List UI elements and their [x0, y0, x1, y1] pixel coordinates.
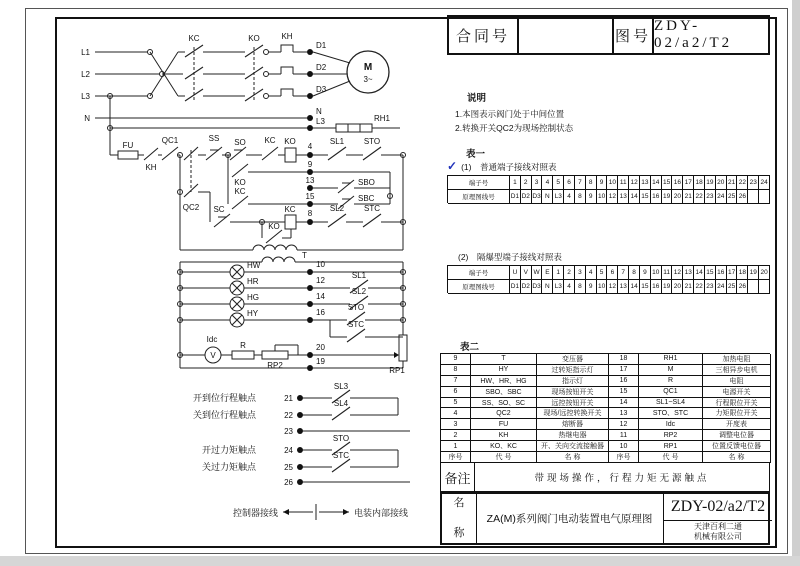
terminal-cell: 9 [640, 266, 651, 280]
component-cell: 过转矩指示灯 [537, 365, 609, 376]
name-label-char1: 名 [453, 497, 465, 510]
table2-title: 表二 [460, 342, 480, 353]
component-cell: 力矩限位开关 [703, 408, 771, 419]
terminal-cell: 22 [737, 176, 748, 190]
terminal-cell: 11 [618, 176, 629, 190]
remarks-label: 备注 [441, 463, 475, 491]
terminal-cell: 1 [510, 176, 521, 190]
coil-KC [285, 215, 296, 229]
component-cell: KO、KC [471, 441, 537, 452]
schematic-label: SC [213, 205, 225, 214]
schematic-label: L2 [81, 70, 90, 79]
schematic-label: 关到位行程触点 [192, 410, 256, 420]
terminal-cell: 14 [651, 176, 662, 190]
company-line2: 机械有限公司 [694, 532, 742, 541]
schematic-label: 14 [316, 292, 325, 301]
component-cell: 序号 [609, 452, 639, 463]
terminal-cell: 8 [629, 266, 640, 280]
component-cell: QC2 [471, 408, 537, 419]
schematic-label: 关过力矩触点 [201, 462, 256, 472]
title-figno: ZDY-02/a2/T2 [664, 494, 772, 521]
terminal-cell: 15 [662, 176, 673, 190]
component-cell: 6 [441, 387, 471, 398]
schematic-label: D3 [316, 85, 327, 94]
component-table [440, 353, 770, 462]
component-cell: RP1 [639, 441, 703, 452]
component-cell: 名 称 [537, 452, 609, 463]
name-label-cell [442, 494, 477, 543]
note-item: 2.转换开关QC2为现场控制状态 [455, 123, 574, 133]
component-cell: 8 [441, 365, 471, 376]
component-cell: HW、HR、HG [471, 376, 537, 387]
contract-label-cell [449, 17, 519, 53]
terminal-cell: 12 [607, 280, 618, 294]
terminal-cell: 24 [716, 190, 727, 204]
terminal-cell: L3 [553, 280, 564, 294]
schematic-label: 16 [316, 308, 325, 317]
name-label-char2: 称 [453, 526, 465, 539]
schematic-label: KO [234, 178, 246, 187]
schematic-label: KH [145, 163, 157, 172]
terminal-cell: 9 [597, 176, 608, 190]
component-cell: 开、关向交流接触器 [537, 441, 609, 452]
terminal-cell: 13 [640, 176, 651, 190]
ordinary-terminal-table [447, 175, 770, 203]
schematic-label: L3 [81, 92, 90, 101]
component-cell: RP2 [639, 430, 703, 441]
terminal-cell: 15 [640, 280, 651, 294]
component-cell: 三相异步电机 [703, 365, 771, 376]
table1-sub1 [447, 159, 556, 173]
terminal-cell: 10 [597, 190, 608, 204]
terminal-cell: 12 [607, 190, 618, 204]
schematic-label: 19 [316, 357, 325, 366]
terminal-cell: W [532, 266, 543, 280]
terminal-cell: 5 [553, 176, 564, 190]
component-cell: Idc [639, 419, 703, 430]
terminal-cell: 9 [586, 190, 597, 204]
schematic-label: 25 [284, 463, 293, 472]
terminal-cell: 18 [694, 176, 705, 190]
schematic-label: SL4 [333, 399, 349, 408]
terminal-cell: 17 [727, 266, 738, 280]
component-cell: 1 [441, 441, 471, 452]
component-cell: 14 [609, 398, 639, 409]
component-cell: 18 [609, 354, 639, 365]
terminal-cell: U [510, 266, 521, 280]
schematic-label: RP2 [267, 361, 283, 370]
terminal-cell: 14 [629, 280, 640, 294]
terminal-cell: 8 [575, 280, 586, 294]
schematic-label: KO [268, 222, 280, 231]
terminal-cell: V [521, 266, 532, 280]
component-cell: 电阻 [703, 376, 771, 387]
component-cell: FU [471, 419, 537, 430]
terminal-cell: 3 [575, 266, 586, 280]
terminal-cell: 6 [564, 176, 575, 190]
terminal-cell: 20 [759, 266, 770, 280]
terminal-cell [748, 190, 759, 204]
terminal-cell: 26 [737, 190, 748, 204]
terminal-cell: 4 [586, 266, 597, 280]
terminal-row-label: 端子号 [448, 176, 510, 190]
terminal-cell: 26 [737, 280, 748, 294]
terminal-cell: 5 [597, 266, 608, 280]
component-cell: 电源开关 [703, 387, 771, 398]
potentiometer-RP1 [399, 335, 407, 361]
schematic-label: 开过力矩触点 [201, 445, 256, 455]
note-item: 1.本图表示阀门处于中间位置 [455, 109, 565, 119]
coil-KO [285, 148, 296, 162]
terminal-cell: 24 [759, 176, 770, 190]
terminal-cell: 19 [662, 190, 673, 204]
terminal-cell: 11 [662, 266, 673, 280]
component-cell: 名 称 [703, 452, 771, 463]
terminal-cell: 14 [629, 190, 640, 204]
remarks-block [440, 462, 770, 492]
schematic-label: SL3 [333, 382, 349, 391]
schematic-label: HR [247, 277, 259, 286]
schematic-label: 3~ [363, 75, 373, 84]
schematic-label: KC [188, 34, 200, 43]
terminal-cell: 10 [597, 280, 608, 294]
component-cell: 加热电阻 [703, 354, 771, 365]
terminal-cell: 16 [651, 190, 662, 204]
component-cell: 指示灯 [537, 376, 609, 387]
terminal-cell [759, 190, 770, 204]
explosionproof-terminal-table [447, 265, 770, 293]
schematic-label: 20 [316, 343, 325, 352]
component-cell: HY [471, 365, 537, 376]
terminal-cell: 23 [705, 280, 716, 294]
schematic-label: QC2 [182, 203, 200, 212]
terminal-cell: 10 [607, 176, 618, 190]
schematic-label: D2 [316, 63, 327, 72]
resistor-R [232, 351, 254, 359]
component-cell: SBO、SBC [471, 387, 537, 398]
schematic-label: STO [332, 434, 350, 443]
contract-label: 合同号 [455, 27, 510, 45]
schematic-label: 8 [307, 209, 313, 218]
terminal-cell: 6 [607, 266, 618, 280]
terminal-cell: 19 [748, 266, 759, 280]
title-block [440, 492, 770, 545]
schematic-label: 4 [307, 142, 313, 151]
company-line1: 天津百利二通 [694, 521, 742, 531]
schematic-label: N [316, 107, 322, 116]
terminal-cell: 22 [694, 280, 705, 294]
component-cell: 序号 [441, 452, 471, 463]
terminal-cell: D3 [532, 190, 543, 204]
terminal-cell: N [542, 190, 553, 204]
terminal-row-label: 端子号 [448, 266, 510, 280]
component-cell: R [639, 376, 703, 387]
contract-value-cell [519, 17, 614, 53]
component-cell: 13 [609, 408, 639, 419]
terminal-cell: 13 [618, 280, 629, 294]
terminal-cell: 14 [694, 266, 705, 280]
schematic-label: STC [364, 204, 380, 213]
schematic-label: KC [284, 205, 296, 214]
schematic-label: 22 [284, 411, 293, 420]
schematic-label: M [363, 62, 373, 73]
schematic-label: N [84, 114, 90, 123]
schematic-label: HG [247, 293, 259, 302]
company-name [664, 521, 772, 543]
terminal-cell: D1 [510, 190, 521, 204]
schematic-label: 控制器接线 [232, 508, 278, 518]
terminal-cell: 7 [575, 176, 586, 190]
schematic-label: 12 [316, 276, 325, 285]
component-cell: 15 [609, 387, 639, 398]
terminal-cell: 4 [542, 176, 553, 190]
schematic-label: FU [122, 141, 134, 150]
terminal-cell [759, 280, 770, 294]
schematic-label: KC [264, 136, 276, 145]
component-cell: 2 [441, 430, 471, 441]
component-cell: M [639, 365, 703, 376]
component-cell: 调整电位器 [703, 430, 771, 441]
component-cell: 代 号 [471, 452, 537, 463]
schematic-label: 15 [305, 192, 315, 201]
notes-title: 说明 [467, 93, 487, 104]
schematic-label: STC [333, 451, 349, 460]
figno-label: 图号 [614, 27, 651, 45]
schematic-label: QC1 [161, 136, 179, 145]
terminal-cell: E [542, 266, 553, 280]
table1-title: 表一 [466, 149, 486, 160]
schematic-label: SBC [358, 194, 375, 203]
component-cell: 熔断器 [537, 419, 609, 430]
component-cell: 9 [441, 354, 471, 365]
terminal-cell: 15 [705, 266, 716, 280]
terminal-cell: 8 [586, 176, 597, 190]
terminal-dots [297, 49, 313, 485]
schematic-label: L1 [81, 48, 90, 57]
schematic-label: 23 [284, 427, 293, 436]
terminal-cell: 16 [716, 266, 727, 280]
terminal-cell: 16 [651, 280, 662, 294]
terminal-cell: 25 [727, 190, 738, 204]
fuse-FU [118, 151, 138, 159]
schematic-label: HY [247, 309, 259, 318]
remarks-text: 带现场操作，行程力矩无源触点 [534, 473, 710, 484]
component-cell: KH [471, 430, 537, 441]
component-cell: 代 号 [639, 452, 703, 463]
terminal-cell: 25 [727, 280, 738, 294]
component-cell: 4 [441, 408, 471, 419]
component-cell: 位置反馈电位器 [703, 441, 771, 452]
schematic-label: 电装内部接线 [354, 508, 409, 518]
component-cell: 17 [609, 365, 639, 376]
terminal-cell: 24 [716, 280, 727, 294]
terminal-cell: D2 [521, 190, 532, 204]
schematic-label: KC [234, 187, 246, 196]
schematic-label: 24 [284, 446, 293, 455]
transformer-windings [253, 245, 297, 262]
component-cell: 开度表 [703, 419, 771, 430]
schematic-label: SL2 [329, 204, 345, 213]
terminal-cell: 12 [629, 176, 640, 190]
component-cell: STO、STC [639, 408, 703, 419]
terminal-cell: 9 [586, 280, 597, 294]
terminal-cell: 4 [564, 190, 575, 204]
terminal-cell: 20 [672, 190, 683, 204]
figno-label-cell [614, 17, 654, 53]
component-cell: 10 [609, 441, 639, 452]
figno-value: ZDY-02/a2/T2 [654, 18, 733, 51]
terminal-cell: 2 [564, 266, 575, 280]
component-cell: 3 [441, 419, 471, 430]
terminal-cell: 1 [553, 266, 564, 280]
component-cell: 11 [609, 430, 639, 441]
schematic-label: SO [234, 138, 246, 147]
terminal-cell: D2 [521, 280, 532, 294]
terminal-cell: 15 [640, 190, 651, 204]
terminal-cell: 21 [683, 190, 694, 204]
terminal-cell: N [542, 280, 553, 294]
schematic-label: STO [363, 137, 381, 146]
schematic-label: 10 [316, 260, 325, 269]
schematic-label: 9 [307, 160, 313, 169]
component-cell: 现场/远控转换开关 [537, 408, 609, 419]
terminal-cell: 7 [618, 266, 629, 280]
schematic-label: 21 [284, 394, 293, 403]
terminal-cell: 8 [575, 190, 586, 204]
drawing-name: ZA(M)系列阀门电动装置电气原理图 [476, 494, 664, 543]
figno-value-cell [654, 17, 772, 53]
terminal-cell: 16 [672, 176, 683, 190]
check-icon: ✓ [447, 159, 458, 173]
schematic-label: STC [348, 320, 364, 329]
terminal-row-label: 原理图线号 [448, 190, 510, 204]
schematic-label: T [302, 251, 307, 260]
component-cell: 12 [609, 419, 639, 430]
schematic-label: KH [281, 32, 293, 41]
schematic-label: KO [248, 34, 260, 43]
terminal-cell: D1 [510, 280, 521, 294]
component-cell: SL1~SL4 [639, 398, 703, 409]
schematic-label: Idc [206, 335, 218, 344]
terminal-cell: 21 [683, 280, 694, 294]
terminal-cell: 3 [532, 176, 543, 190]
terminal-cell: 19 [705, 176, 716, 190]
table1-sub2: (2) 隔爆型端子接线对照表 [458, 252, 562, 262]
component-cell: 远控按钮开关 [537, 398, 609, 409]
drawing-header [447, 15, 770, 55]
schematic-label: RP1 [389, 366, 405, 375]
terminal-cell: 23 [705, 190, 716, 204]
terminal-cell: L3 [553, 190, 564, 204]
table1-sub1-label: (1) 普通端子接线对照表 [461, 162, 557, 172]
terminal-cell: 10 [651, 266, 662, 280]
schematic-label: STO [347, 303, 365, 312]
schematic-label: 26 [284, 478, 293, 487]
terminal-cell: 20 [672, 280, 683, 294]
schematic-label: R [240, 341, 246, 350]
terminal-cell: 13 [618, 190, 629, 204]
schematic-label: HW [247, 261, 261, 270]
schematic-label: SS [208, 134, 220, 143]
schematic-label: SL1 [329, 137, 345, 146]
potentiometer-RP2 [262, 351, 288, 359]
schematic-labels [81, 32, 408, 518]
schematic-label: V [210, 351, 216, 360]
component-cell: 7 [441, 376, 471, 387]
terminal-cell: 23 [748, 176, 759, 190]
schematic-label: RH1 [373, 114, 391, 123]
schematic-label: D1 [316, 41, 327, 50]
terminal-cell: 18 [737, 266, 748, 280]
terminal-cell: D3 [532, 280, 543, 294]
component-cell: 变压器 [537, 354, 609, 365]
schematic-label: 开到位行程触点 [192, 393, 256, 403]
component-cell: RH1 [639, 354, 703, 365]
schematic-label: L3 [316, 117, 325, 126]
terminal-cell [748, 280, 759, 294]
component-cell: 热继电器 [537, 430, 609, 441]
heater-RH1-dividers [348, 124, 360, 132]
component-cell: 行程限位开关 [703, 398, 771, 409]
terminal-row-label: 原理图线号 [448, 280, 510, 294]
notes-list [455, 107, 573, 135]
terminal-cell: 19 [662, 280, 673, 294]
schematic-label: SBO [358, 178, 375, 187]
heater-RH1 [336, 124, 372, 132]
terminal-cell: 2 [521, 176, 532, 190]
component-cell: SS、SO、SC [471, 398, 537, 409]
component-cell: 16 [609, 376, 639, 387]
component-cell: T [471, 354, 537, 365]
schematic-label: SL2 [351, 287, 367, 296]
schematic-label: 13 [305, 176, 315, 185]
terminal-cell: 12 [672, 266, 683, 280]
terminal-cell: 20 [716, 176, 727, 190]
schematic-label: KO [284, 137, 296, 146]
terminal-cell: 17 [683, 176, 694, 190]
terminal-cell: 22 [694, 190, 705, 204]
terminal-cell: 21 [727, 176, 738, 190]
terminal-cell: 4 [564, 280, 575, 294]
title-block-right [664, 494, 772, 543]
component-cell: 5 [441, 398, 471, 409]
schematic-label: SL1 [351, 271, 367, 280]
terminal-cell: 13 [683, 266, 694, 280]
component-cell: QC1 [639, 387, 703, 398]
component-cell: 现场按钮开关 [537, 387, 609, 398]
